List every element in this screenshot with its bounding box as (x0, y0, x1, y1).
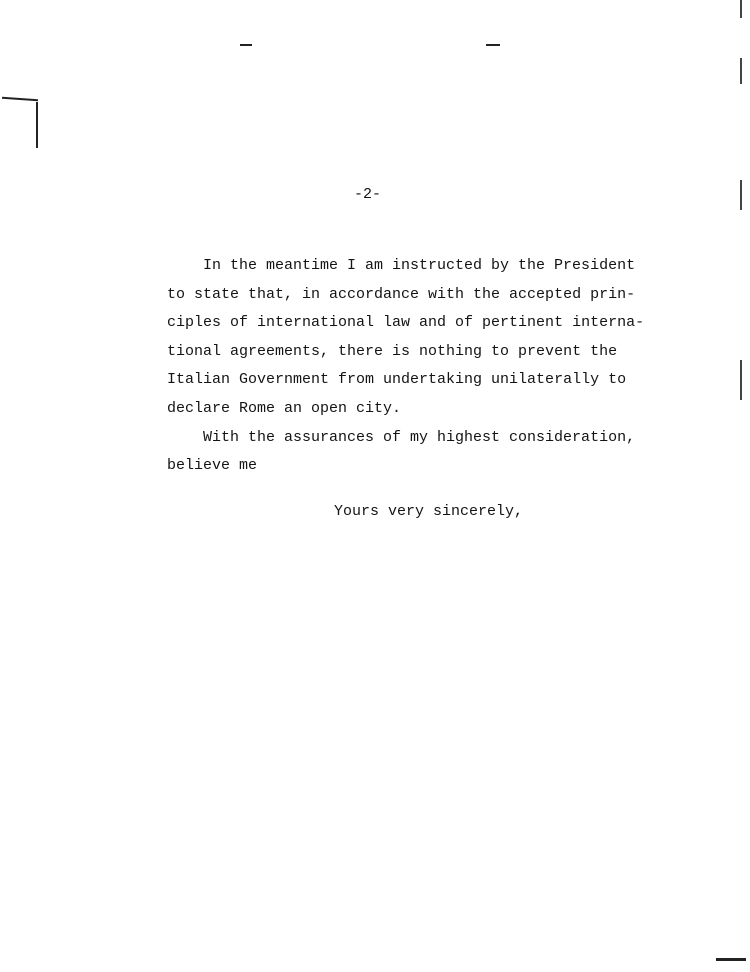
paragraph-1-line-5: Italian Government from undertaking unilaterally to (167, 371, 627, 389)
scan-bracket-top (2, 97, 38, 102)
scan-edge-mark-4 (740, 360, 742, 400)
scan-mark-bottom-right (716, 958, 746, 961)
paragraph-1-line-4: tional agreements, there is nothing to prevent the (167, 342, 618, 360)
scan-mark-top-right (486, 44, 500, 46)
scan-edge-mark-1 (740, 0, 742, 18)
paragraph-2-line-1: With the assurances of my highest consideration, (203, 428, 636, 446)
paragraph-1-line-2: to state that, in accordance with the accepted prin- (167, 285, 636, 303)
paragraph-2-line-2: believe me (167, 457, 258, 475)
scan-edge-mark-3 (740, 180, 742, 210)
complimentary-close: Yours very sincerely, (334, 503, 524, 520)
paragraph-1-line-1: In the meantime I am instructed by the President (203, 257, 636, 274)
scan-edge-mark-2 (740, 58, 742, 84)
letter-body (167, 252, 647, 481)
paragraph-1-line-6: declare Rome an open city. (167, 399, 402, 417)
scan-bracket-side (36, 102, 38, 148)
paragraph-1-line-3: ciples of international law and of pertinent interna- (167, 314, 645, 332)
scan-mark-top-left (240, 44, 252, 46)
page-number: -2- (354, 186, 382, 203)
